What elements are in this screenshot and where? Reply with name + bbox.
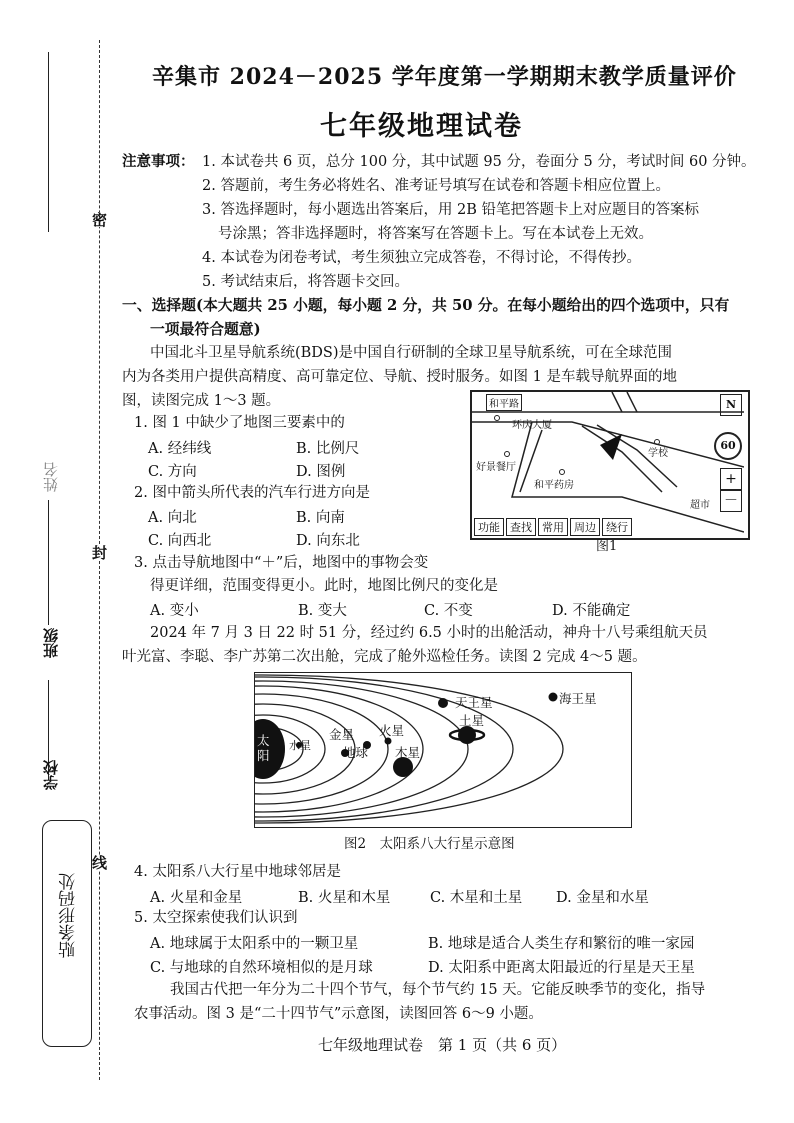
q2-option-c: C. 向西北 (148, 533, 212, 549)
note-5: 5. 考试结束后，将答题卡交回。 (202, 274, 409, 290)
q1-stem: 1. 图 1 中缺少了地图三要素中的 (134, 415, 345, 431)
note-3-cont: 号涂黑；答非选择题时，将答案写在答题卡上。写在本试卷上无效。 (218, 226, 653, 242)
q1-option-a: A. 经纬线 (148, 441, 212, 457)
passage3-line2: 农事活动。图 3 是“二十四节气”示意图，读图回答 6～9 小题。 (134, 1006, 543, 1022)
toolbar-common-button[interactable]: 常用 (538, 518, 568, 536)
figure-2-solar-system (254, 672, 632, 828)
label-huanqing-building: 环庆大厦 (512, 420, 552, 431)
q2-option-b: B. 向南 (296, 510, 345, 526)
passage3-line1: 我国古代把一年分为二十四个节气，每个节气约 15 天。它能反映季节的变化，指导 (170, 982, 706, 998)
figure-2-caption: 图2 太阳系八大行星示意图 (344, 836, 515, 852)
toolbar-search-button[interactable]: 查找 (506, 518, 536, 536)
label-jupiter: 木星 (395, 745, 421, 760)
barcode-label: 贴条形码处 (59, 873, 79, 958)
q3-stem: 3. 点击导航地图中“＋”后，地图中的事物会变 (134, 555, 429, 571)
q5-option-b: B. 地球是适合人类生存和繁衍的唯一家园 (428, 936, 695, 952)
note-2: 2. 答题前，考生务必将姓名、准考证号填写在试卷和答题卡相应位置上。 (202, 178, 670, 194)
toolbar-nearby-button[interactable]: 周边 (570, 518, 600, 536)
q5-stem: 5. 太空探索使我们认识到 (134, 910, 298, 926)
label-restaurant: 好景餐厅 (476, 462, 516, 473)
margin-xian: 线 (90, 855, 108, 870)
q2-option-a: A. 向北 (148, 510, 197, 526)
q3-option-a: A. 变小 (150, 603, 199, 619)
label-sun: 太阳 (257, 733, 270, 763)
exam-title: 辛集市 2024－2025 学年度第一学期期末教学质量评价 (152, 64, 737, 90)
q4-option-d: D. 金星和水星 (556, 890, 649, 906)
note-1: 1. 本试卷共 6 页，总分 100 分，其中试题 95 分，卷面分 5 分，考试时间 60 分钟。 (202, 154, 756, 170)
label-mercury: 水星 (289, 739, 311, 752)
barcode-box (42, 820, 92, 1047)
margin-name-label: 姓名 (42, 462, 60, 492)
q4-option-c: C. 木星和土星 (430, 890, 523, 906)
q3-option-b: B. 变大 (298, 603, 347, 619)
passage1-line2: 内为各类用户提供高精度、高可靠定位、导航、授时服务。如图 1 是车载导航界面的地 (122, 369, 677, 385)
label-saturn: 土星 (459, 713, 485, 728)
margin-mi: 密 (90, 212, 108, 227)
toolbar-detour-button[interactable]: 绕行 (602, 518, 632, 536)
passage2-line2: 叶光富、李聪、李广苏第二次出舱，完成了舱外巡检任务。读图 2 完成 4～5 题。 (122, 649, 647, 665)
q5-option-c: C. 与地球的自然环境相似的是月球 (150, 960, 373, 976)
figure-1-navigation-map (470, 390, 750, 540)
page-footer: 七年级地理试卷 第 1 页（共 6 页） (318, 1036, 567, 1054)
q4-option-b: B. 火星和木星 (298, 890, 391, 906)
section-heading: 一、选择题(本大题共 25 小题，每小题 2 分，共 50 分。在每小题给出的四个选项中，只有 (122, 297, 730, 314)
note-4: 4. 本试卷为闭卷考试，考生须独立完成答卷，不得讨论，不得传抄。 (202, 250, 641, 266)
q5-option-d: D. 太阳系中距离太阳最近的行星是天王星 (428, 960, 695, 976)
passage2-line1: 2024 年 7 月 3 日 22 时 51 分，经过约 6.5 小时的出舱活动，神舟十八号乘组航天员 (150, 625, 708, 641)
note-3: 3. 答选择题时，每小题选出答案后，用 2B 铅笔把答题卡上对应题目的答案标 (202, 202, 700, 218)
label-uranus: 天王星 (455, 695, 493, 710)
passage1-line1: 中国北斗卫星导航系统(BDS)是中国自行研制的全球卫星导航系统，可在全球范围 (150, 345, 673, 361)
q4-stem: 4. 太阳系八大行星中地球邻居是 (134, 864, 341, 880)
q2-stem: 2. 图中箭头所代表的汽车行进方向是 (134, 485, 370, 501)
exam-subtitle: 七年级地理试卷 (320, 111, 523, 142)
figure-1-caption: 图1 (596, 539, 618, 554)
q4-option-a: A. 火星和金星 (150, 890, 243, 906)
q3-stem-cont: 得更详细，范围变得更小。此时，地图比例尺的变化是 (150, 578, 498, 594)
label-mars: 火星 (379, 723, 405, 738)
label-supermarket: 超市 (690, 500, 710, 511)
label-pharmacy: 和平药房 (534, 480, 574, 491)
binding-line (99, 40, 100, 1080)
q1-option-d: D. 图例 (296, 464, 346, 480)
zoom-in-button[interactable]: + (720, 468, 742, 490)
q5-option-a: A. 地球属于太阳系中的一颗卫星 (150, 936, 359, 952)
q1-option-c: C. 方向 (148, 464, 197, 480)
margin-feng: 封 (90, 545, 108, 560)
name-line (48, 52, 49, 232)
q3-option-d: D. 不能确定 (552, 603, 631, 619)
q1-option-b: B. 比例尺 (296, 441, 360, 457)
zoom-out-button[interactable]: － (720, 490, 742, 512)
label-earth: 地球 (343, 745, 369, 760)
road-heping: 和平路 (486, 394, 522, 411)
label-school: 学校 (648, 448, 668, 459)
notes-label: 注意事项： (122, 153, 195, 170)
margin-school-label: 学校 (42, 760, 60, 790)
label-neptune: 海王星 (559, 691, 597, 706)
compass-icon: N (720, 394, 742, 416)
class-line (48, 500, 49, 625)
q3-option-c: C. 不变 (424, 603, 473, 619)
passage1-line3: 图，读图完成 1～3 题。 (122, 393, 281, 409)
margin-class-label: 班级 (42, 628, 60, 658)
speed-limit-icon: 60 (714, 432, 742, 460)
label-venus: 金星 (329, 727, 355, 742)
section-heading-cont: 一项最符合题意) (150, 321, 261, 338)
toolbar-function-button[interactable]: 功能 (474, 518, 504, 536)
navigation-toolbar (474, 518, 632, 536)
q2-option-d: D. 向东北 (296, 533, 360, 549)
